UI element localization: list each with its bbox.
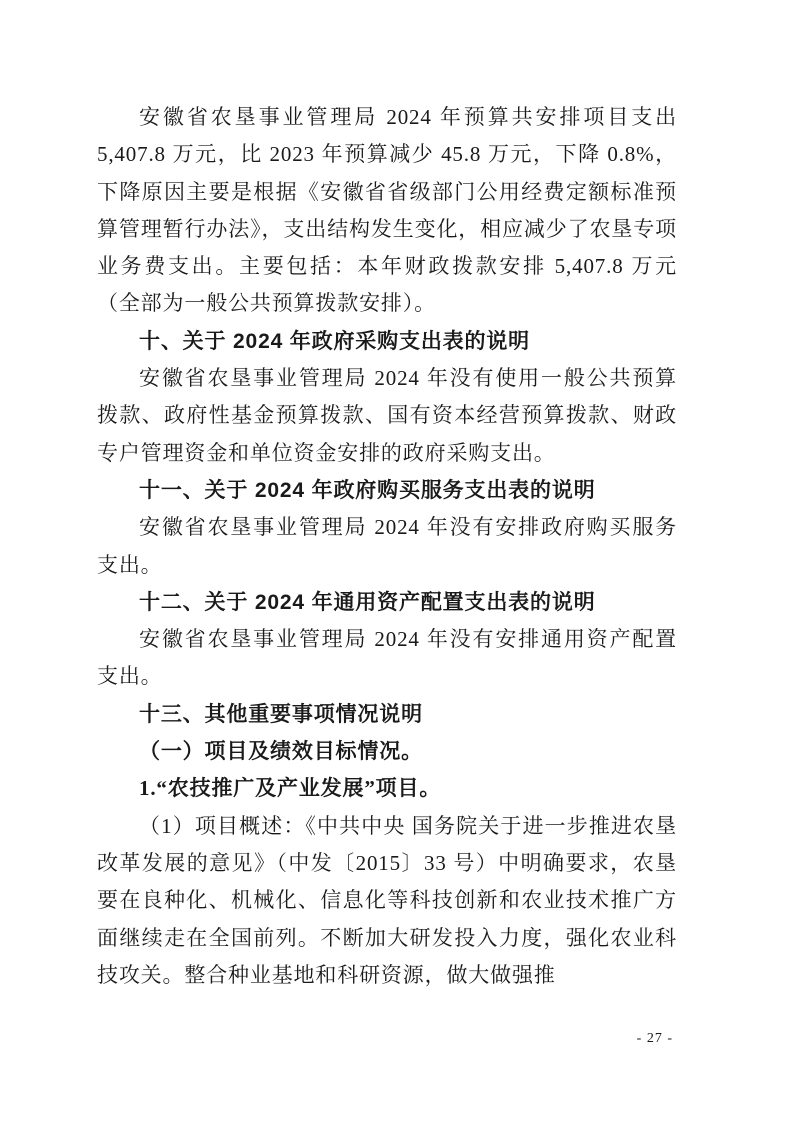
heading-section-10: 十、关于 2024 年政府采购支出表的说明 [139, 329, 531, 353]
heading-project-agritech-promotion: 1.“农技推广及产业发展”项目。 [139, 776, 442, 801]
heading-subsection-project-performance: （一）项目及绩效目标情况。 [139, 739, 423, 764]
page-number: - 27 - [636, 1031, 673, 1046]
para-section-10-body: 安徽省农垦事业管理局 2024 年没有使用一般公共预算拨款、政府性基金预算拨款、国有资本经营预算拨款、财政专户管理资金和单位资金安排的政府采购支出。 [97, 366, 677, 465]
para-project-expenditure-overview: 安徽省农垦事业管理局 2024 年预算共安排项目支出 5,407.8 万元，比 2023 年预算减少 45.8 万元，下降 0.8%，下降原因主要是根据《安徽省省级部门公用经费定额标准预算管理暂行办法》，支出结构发生变化，相应减少了农垦专项业务费支出。主要包括：本年财政拨款安排 5,407.8 万元（全部为一般公共预算拨款安排）。 [97, 105, 677, 316]
para-section-12-body: 安徽省农垦事业管理局 2024 年没有安排通用资产配置支出。 [97, 627, 677, 689]
document-content [97, 99, 677, 994]
heading-section-11: 十一、关于 2024 年政府购买服务支出表的说明 [139, 478, 596, 502]
para-section-11-body: 安徽省农垦事业管理局 2024 年没有安排政府购买服务支出。 [97, 515, 677, 577]
para-project-1-overview: （1）项目概述：《中共中央 国务院关于进一步推进农垦改革发展的意见》（中发〔2015〕33 号）中明确要求，农垦要在良种化、机械化、信息化等科技创新和农业技术推广方面继续走在全国前列。不断加大研发投入力度，强化农业科技攻关。整合种业基地和科研资源，做大做强推 [97, 813, 677, 987]
heading-section-12: 十二、关于 2024 年通用资产配置支出表的说明 [139, 590, 596, 614]
heading-section-13: 十三、其他重要事项情况说明 [139, 702, 423, 726]
